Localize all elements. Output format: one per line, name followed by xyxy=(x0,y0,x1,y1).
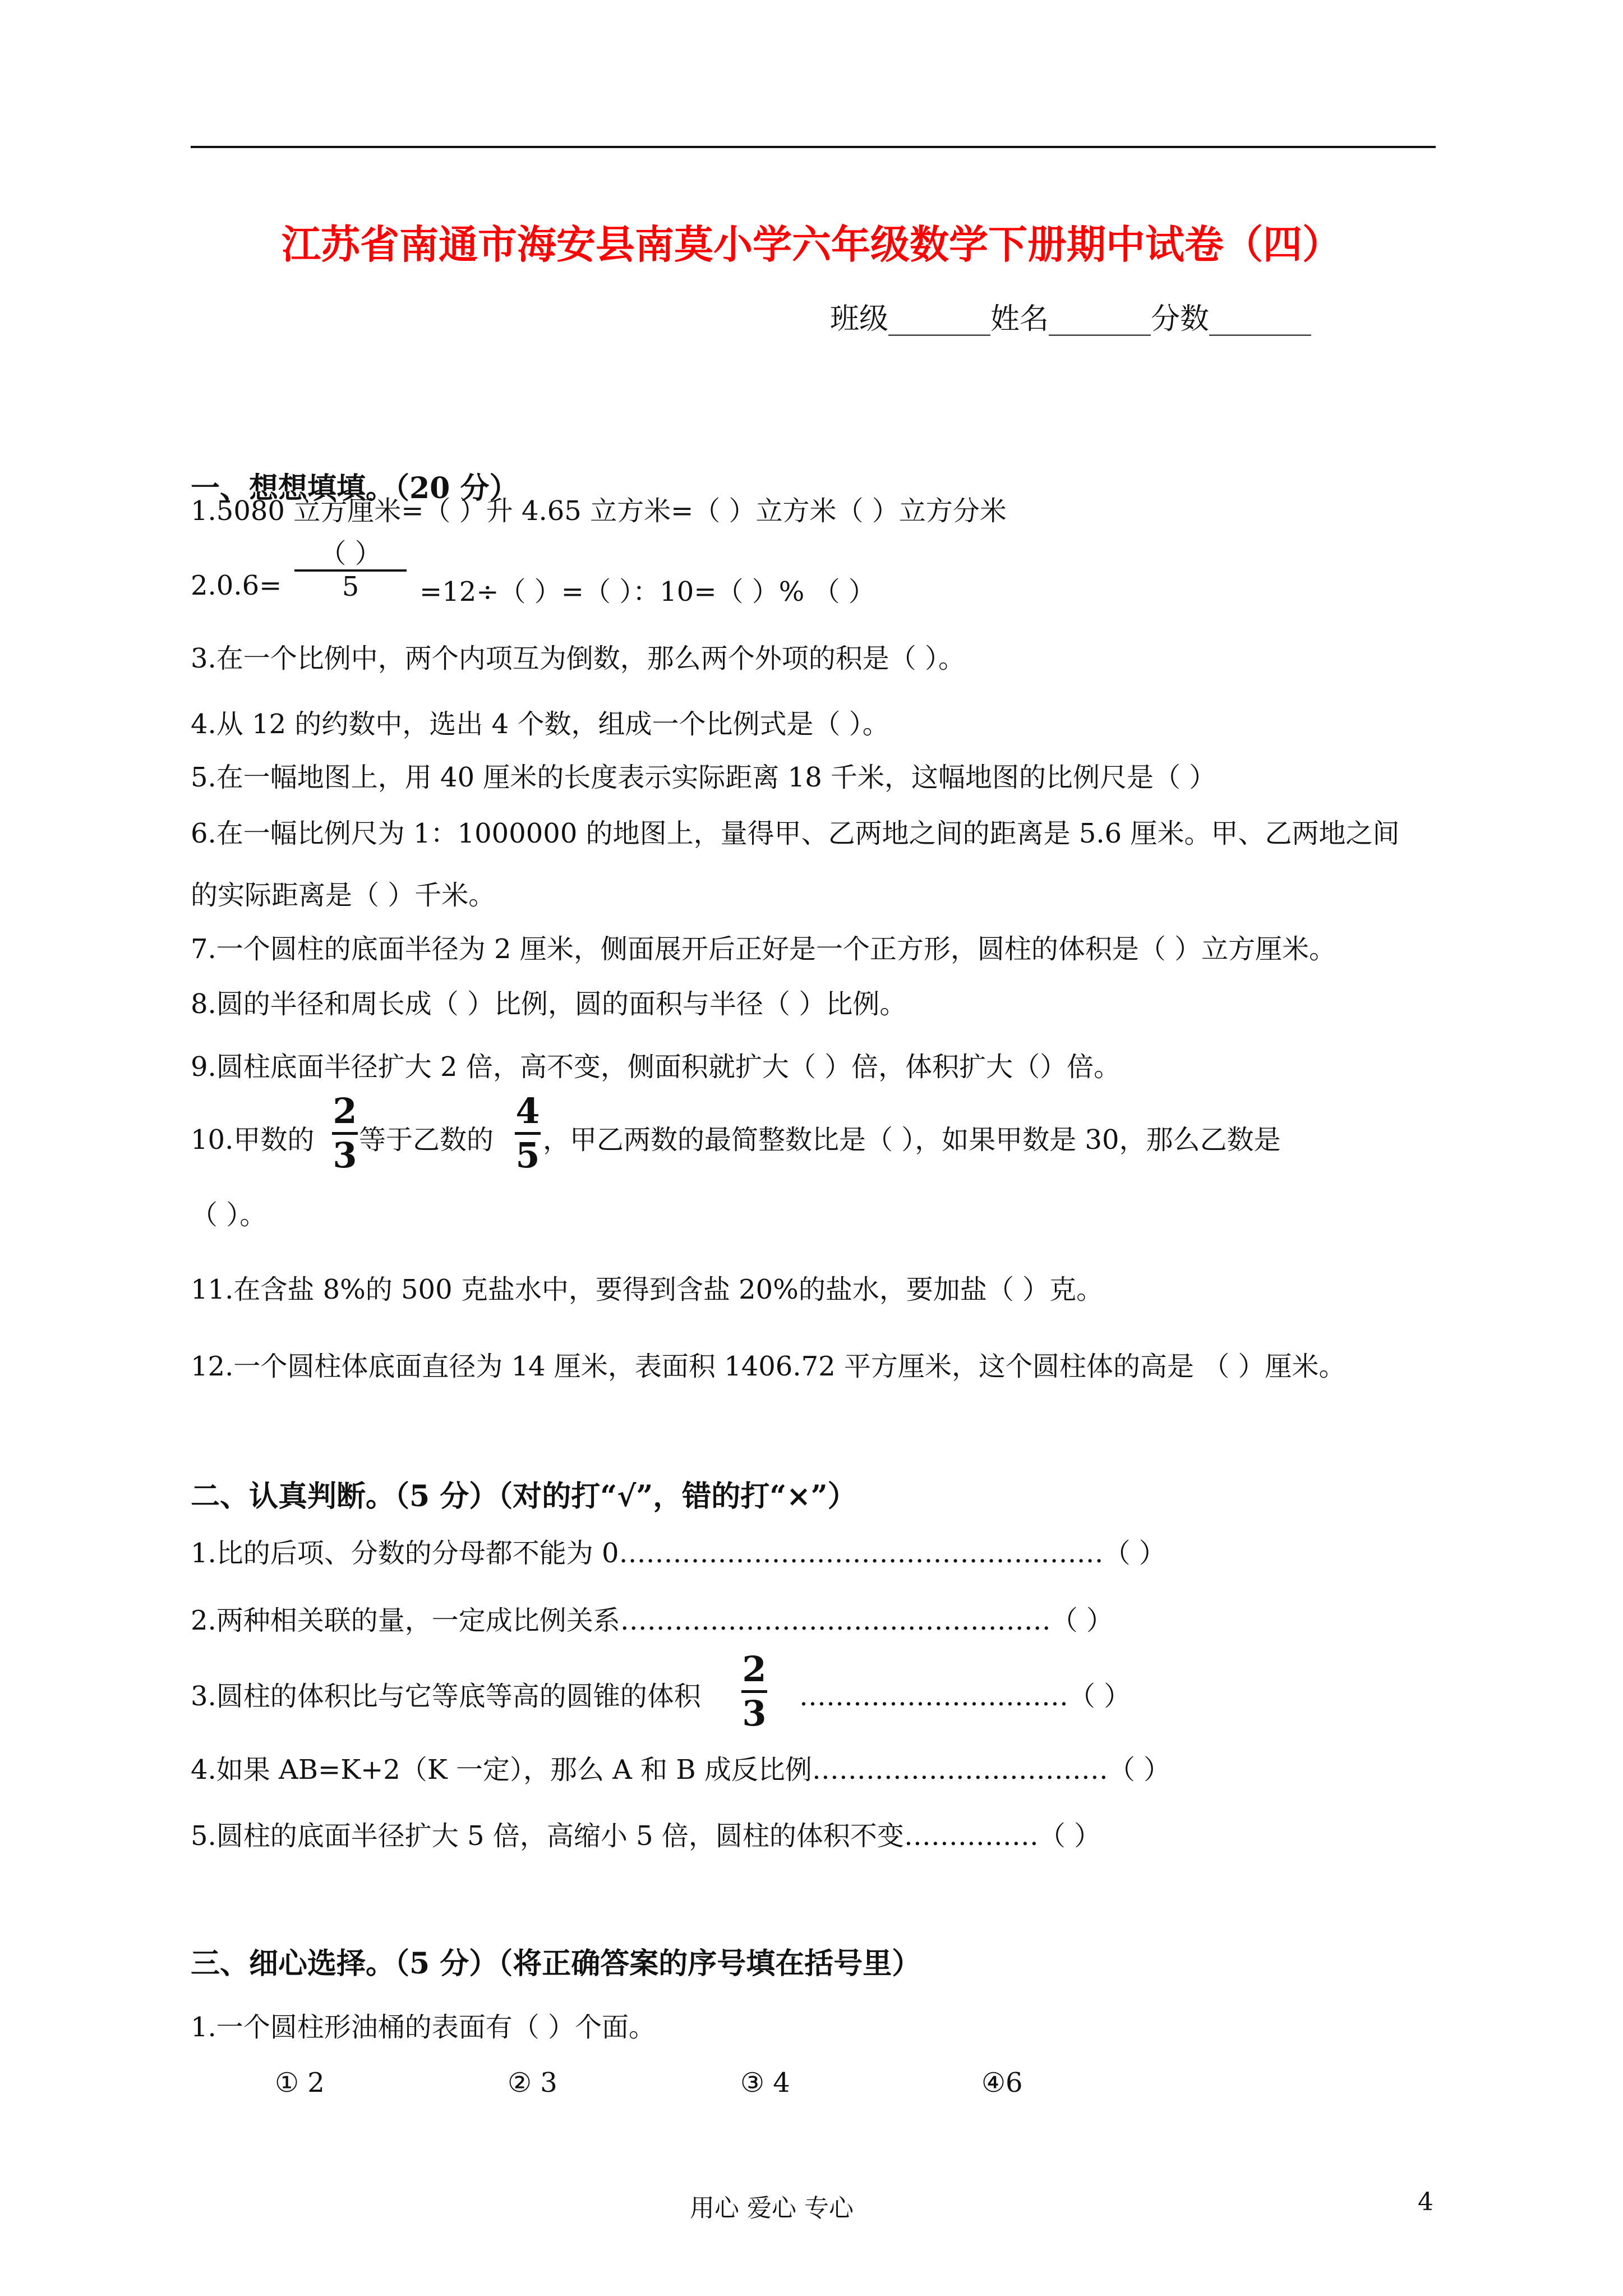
question-1-9: 9.圆柱底面半径扩大 2 倍，高不变，侧面积就扩大（ ）倍，体积扩大（）倍。 xyxy=(191,1051,1121,1083)
footer-motto: 用心 爱心 专心 xyxy=(690,2194,854,2223)
judge-2-3-a: 3.圆柱的体积比与它等底等高的圆锥的体积 xyxy=(191,1681,701,1712)
fraction-numerator: 4 xyxy=(515,1091,540,1131)
fraction-denominator: 5 xyxy=(515,1135,540,1176)
fraction-denominator: 3 xyxy=(333,1135,357,1176)
judge-2-4: 4.如果 AB=K+2（K 一定），那么 A 和 B 成反比例……………………………（ ） xyxy=(191,1754,1171,1786)
question-1-8: 8.圆的半径和周长成（ ）比例，圆的面积与半径（ ）比例。 xyxy=(191,988,907,1020)
section2-heading: 二、认真判断。（5 分）（对的打“√”，错的打“×”） xyxy=(191,1479,857,1513)
fraction-numerator: 2 xyxy=(742,1649,767,1690)
question-1-1: 1.5080 立方厘米=（ ）升 4.65 立方米=（ ）立方米（ ）立方分米 xyxy=(191,495,1007,527)
page-number: 4 xyxy=(1418,2188,1433,2216)
choice-option-4: ④6 xyxy=(981,2067,1023,2099)
judge-2-5: 5.圆柱的底面半径扩大 5 倍，高缩小 5 倍，圆柱的体积不变……………（ ） xyxy=(191,1820,1101,1852)
question-1-5: 5.在一幅地图上，用 40 厘米的长度表示实际距离 18 千米，这幅地图的比例尺是（ ） xyxy=(191,762,1216,793)
question-1-3: 3.在一个比例中，两个内项互为倒数，那么两个外项的积是（ ）。 xyxy=(191,643,966,674)
header-rule xyxy=(191,146,1436,148)
fraction-denominator: 3 xyxy=(742,1693,767,1734)
question-1-10-d: （ ）。 xyxy=(191,1199,267,1231)
judge-2-3-fraction xyxy=(741,1649,767,1734)
question-1-10-fraction-a xyxy=(332,1091,358,1176)
question-1-10-a: 10.甲数的 xyxy=(191,1124,315,1156)
section3-heading: 三、细心选择。（5 分）（将正确答案的序号填在括号里） xyxy=(191,1947,921,1981)
choice-option-2: ② 3 xyxy=(508,2067,557,2099)
fraction-numerator: 2 xyxy=(333,1091,357,1131)
document-title: 江苏省南通市海安县南莫小学六年级数学下册期中试卷（四） xyxy=(282,221,1341,268)
question-1-2-right: =12÷（ ）=（ ）：10=（ ）% （ ） xyxy=(419,576,875,608)
student-info-line: 班级_______姓名_______分数_______ xyxy=(830,302,1312,336)
question-1-12: 12.一个圆柱体底面直径为 14 厘米，表面积 1406.72 平方厘米，这个圆柱体的高是 （ ）厘米。 xyxy=(191,1351,1346,1382)
choice-option-1: ① 2 xyxy=(275,2067,325,2099)
fraction-numerator: （ ） xyxy=(319,538,382,569)
question-1-11: 11.在含盐 8%的 500 克盐水中，要得到含盐 20%的盐水，要加盐（ ）克。 xyxy=(191,1274,1104,1305)
judge-2-2: 2.两种相关联的量，一定成比例关系…………………………………………（ ） xyxy=(191,1605,1114,1636)
question-1-10-c: ，甲乙两数的最简整数比是（ ），如果甲数是 30，那么乙数是 xyxy=(543,1124,1281,1156)
judge-2-3-b: …………………………（ ） xyxy=(799,1681,1131,1712)
choice-3-1: 1.一个圆柱形油桶的表面有（ ）个面。 xyxy=(191,2012,656,2043)
fraction-denominator: 5 xyxy=(342,571,359,603)
question-1-2-left: 2.0.6= xyxy=(191,570,282,601)
question-1-7: 7.一个圆柱的底面半径为 2 厘米，侧面展开后正好是一个正方形，圆柱的体积是（ ）立方厘米。 xyxy=(191,933,1336,965)
question-1-2-fraction xyxy=(294,539,407,602)
choice-option-3: ③ 4 xyxy=(740,2067,790,2099)
judge-2-1: 1.比的后项、分数的分母都不能为 0………………………………………………（ ） xyxy=(191,1538,1166,1569)
section1-heading: 一、想想填填。（20 分） xyxy=(191,471,519,505)
question-1-10-b: 等于乙数的 xyxy=(359,1124,494,1156)
question-1-6b: 的实际距离是（ ）千米。 xyxy=(191,880,496,911)
question-1-4: 4.从 12 的约数中，选出 4 个数，组成一个比例式是（ ）。 xyxy=(191,708,889,740)
question-1-10-fraction-b xyxy=(515,1091,541,1176)
question-1-6a: 6.在一幅比例尺为 1：1000000 的地图上，量得甲、乙两地之间的距离是 5.6 厘米。甲、乙两地之间 xyxy=(191,818,1400,849)
